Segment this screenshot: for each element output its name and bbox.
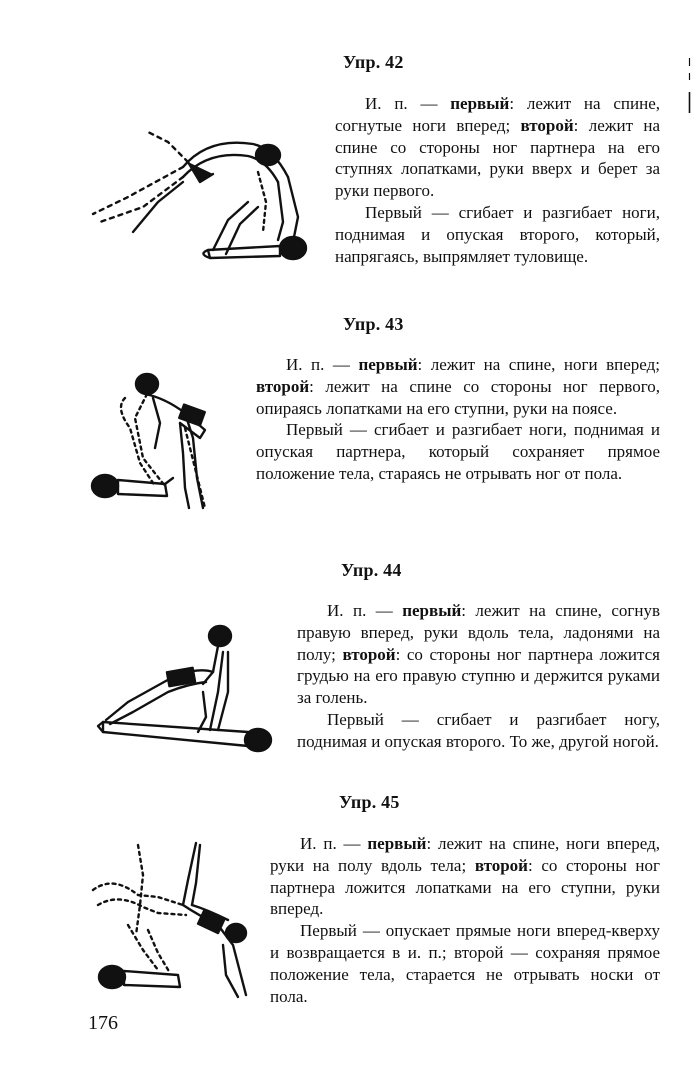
- exercise-description: [256, 354, 660, 485]
- exercise-initial-position: И. п. — первый: лежит на спине, ноги вперед, руки на полу вдоль тела; второй: со стороны ног партнера ложится лопатками на его ступни, руки вперед.: [270, 834, 660, 919]
- exercise-description: [335, 93, 660, 267]
- exercise-action: Первый — сгибает и разгибает ноги, поднимая и опуская второго, который, напрягаясь, выпрямляет туловище.: [335, 202, 660, 266]
- exercise-title: Упр. 43: [343, 314, 404, 334]
- exercise-illustration: [88, 122, 318, 272]
- exercise-illustration: [88, 622, 278, 762]
- exercise-description: [297, 600, 660, 753]
- exercise-action: Первый — сгибает и разгибает ногу, поднимая и опуская второго. То же, другой ногой.: [297, 709, 660, 751]
- exercise-title: Упр. 45: [339, 792, 400, 812]
- exercise-illustration: [85, 368, 235, 518]
- scan-mark: [688, 58, 691, 113]
- exercise-title: Упр. 42: [343, 52, 404, 72]
- exercise-initial-position: И. п. — первый: лежит на спине, согнутые ноги вперед; второй: лежит на спине со стороны ног партнера на его ступнях лопатками, руки вверх и берет за руки первого.: [335, 94, 660, 201]
- page-number: 176: [88, 1012, 118, 1034]
- exercise-illustration: [88, 835, 253, 1005]
- exercise-title: Упр. 44: [341, 560, 402, 580]
- exercise-initial-position: И. п. — первый: лежит на спине, ноги вперед; второй: лежит на спине со стороны ног первого, опираясь лопатками на его ступни, руки на поясе.: [256, 355, 660, 418]
- exercise-action: Первый — опускает прямые ноги вперед-кверху и возвращается в и. п.; второй — сохраняя прямое положение тела, старается не отрывать носки от пола.: [270, 921, 660, 1006]
- exercise-description: [270, 833, 660, 1007]
- exercise-action: Первый — сгибает и разгибает ноги, поднимая и опуская партнера, который сохраняет прямое положение тела, стараясь не отрывать ног от пола.: [256, 420, 660, 483]
- exercise-initial-position: И. п. — первый: лежит на спине, согнув правую вперед, руки вдоль тела, ладонями на полу; второй: со стороны ног партнера ложится грудью на его правую ступню и держится руками за голень.: [297, 601, 660, 708]
